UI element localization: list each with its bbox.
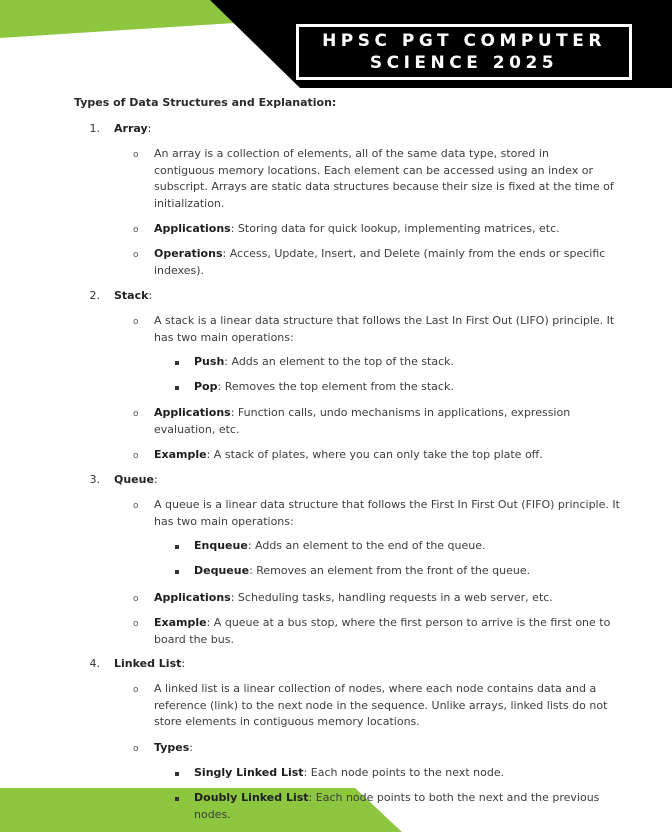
circle-bullet-icon: o xyxy=(133,317,139,327)
list-item: Singly Linked List: Each node points to the next node. xyxy=(194,766,505,779)
square-bullet-icon xyxy=(175,797,179,801)
list-item: Dequeue: Removes an element from the front of the queue. xyxy=(194,564,531,577)
list-item: Example: A queue at a bus stop, where the first person to arrive is the first one to board the bus. xyxy=(154,616,611,646)
section-title: Stack: xyxy=(114,289,153,302)
list-item: Enqueue: Adds an element to the end of the queue. xyxy=(194,539,486,552)
header-title-line2: SCIENCE 2025 xyxy=(369,53,559,73)
section-paragraph: An array is a collection of elements, all of the same data type, stored in contiguous memory locations. Each element can be accessed using an index or subscript. Arrays are static data structures because their size is fixed at the time of initialization. xyxy=(154,147,614,210)
circle-bullet-icon: o xyxy=(133,744,139,754)
doc-heading: Types of Data Structures and Explanation: xyxy=(74,96,337,109)
circle-bullet-icon: o xyxy=(133,451,139,461)
section-number: 3. xyxy=(89,473,100,486)
section-paragraph: A linked list is a linear collection of nodes, where each node contains data and a reference (link) to the next node in the sequence. Unlike arrays, linked lists do not store elements in contiguous memory locations. xyxy=(154,682,608,728)
section-number: 1. xyxy=(89,122,100,135)
section-number: 2. xyxy=(89,289,100,302)
list-item: Types: xyxy=(154,741,193,754)
circle-bullet-icon: o xyxy=(133,225,139,235)
circle-bullet-icon: o xyxy=(133,409,139,419)
list-item: Push: Adds an element to the top of the stack. xyxy=(194,355,455,368)
circle-bullet-icon: o xyxy=(133,619,139,629)
square-bullet-icon xyxy=(175,772,179,776)
square-bullet-icon xyxy=(175,386,179,390)
square-bullet-icon xyxy=(175,570,179,574)
square-bullet-icon xyxy=(175,361,179,365)
section-number: 4. xyxy=(89,657,100,670)
list-item: Doubly Linked List: Each node points to both the next and the previous nodes. xyxy=(194,791,600,821)
list-item: Example: A stack of plates, where you can only take the top plate off. xyxy=(154,448,543,461)
list-item: Applications: Function calls, undo mechanisms in applications, expression evaluation, etc. xyxy=(154,406,571,436)
list-item: Applications: Scheduling tasks, handling requests in a web server, etc. xyxy=(154,591,553,604)
section-paragraph: A queue is a linear data structure that follows the First In First Out (FIFO) principle. It has two main operations: xyxy=(154,498,620,528)
section-title: Array: xyxy=(114,122,152,135)
list-item: Pop: Removes the top element from the stack. xyxy=(194,380,454,393)
section-title: Queue: xyxy=(114,473,158,486)
circle-bullet-icon: o xyxy=(133,150,139,160)
circle-bullet-icon: o xyxy=(133,501,139,511)
circle-bullet-icon: o xyxy=(133,594,139,604)
header-title-box xyxy=(296,24,632,80)
circle-bullet-icon: o xyxy=(133,250,139,260)
square-bullet-icon xyxy=(175,545,179,549)
list-item: Operations: Access, Update, Insert, and Delete (mainly from the ends or specific indexes). xyxy=(154,247,606,277)
circle-bullet-icon: o xyxy=(133,685,139,695)
section-title: Linked List: xyxy=(114,657,186,670)
section-paragraph: A stack is a linear data structure that follows the Last In First Out (LIFO) principle. It has two main operations: xyxy=(154,314,615,344)
list-item: Applications: Storing data for quick lookup, implementing matrices, etc. xyxy=(154,222,560,235)
header-title-line1: HPSC PGT COMPUTER xyxy=(322,31,606,51)
